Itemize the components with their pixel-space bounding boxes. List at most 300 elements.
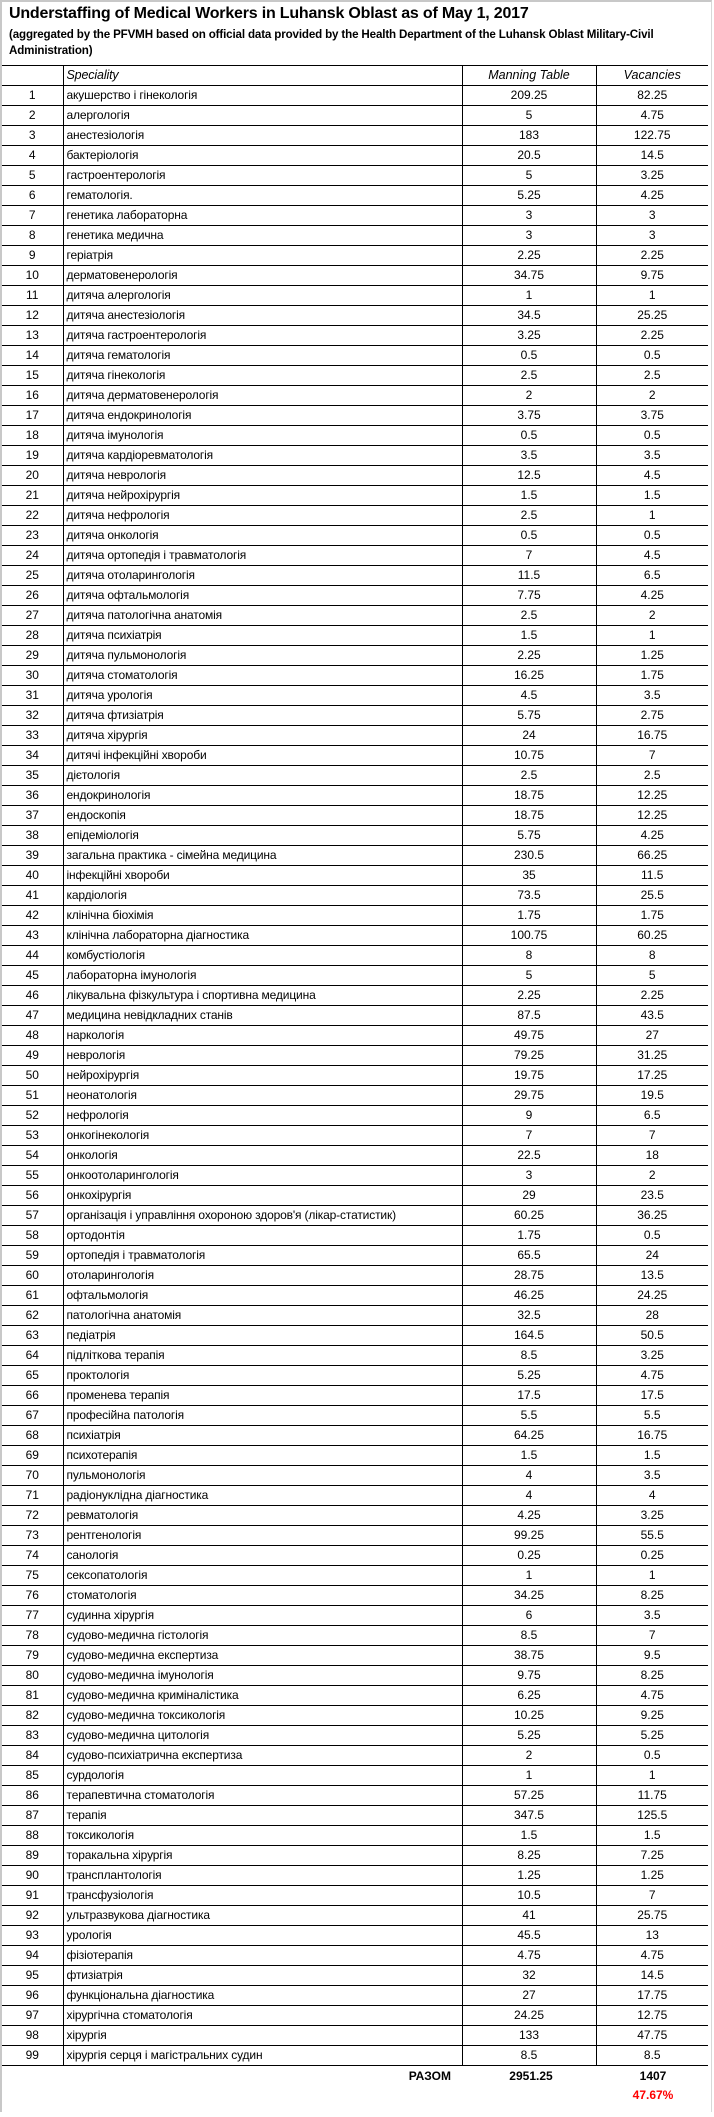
manning-cell: 3	[462, 226, 596, 246]
row-number: 48	[2, 1026, 63, 1046]
row-number: 81	[2, 1686, 63, 1706]
speciality-cell: дитяча анестезіологія	[63, 306, 462, 326]
row-number: 68	[2, 1426, 63, 1446]
table-row	[2, 1826, 708, 1846]
table-row	[2, 286, 708, 306]
table-row	[2, 1786, 708, 1806]
vacancies-cell: 24	[596, 1246, 708, 1266]
row-number: 22	[2, 506, 63, 526]
manning-cell: 7.75	[462, 586, 596, 606]
row-number: 53	[2, 1126, 63, 1146]
table-row	[2, 546, 708, 566]
manning-cell: 1	[462, 1766, 596, 1786]
table-row	[2, 486, 708, 506]
vacancies-cell: 4.25	[596, 186, 708, 206]
vacancies-cell: 125.5	[596, 1806, 708, 1826]
vacancies-cell: 36.25	[596, 1206, 708, 1226]
speciality-cell: отоларингологія	[63, 1266, 462, 1286]
row-number: 50	[2, 1066, 63, 1086]
row-number: 11	[2, 286, 63, 306]
row-number: 76	[2, 1586, 63, 1606]
speciality-cell: дитяча ендокринологія	[63, 406, 462, 426]
speciality-cell: професійна патологія	[63, 1406, 462, 1426]
manning-cell: 34.75	[462, 266, 596, 286]
table-row	[2, 1706, 708, 1726]
vacancies-cell: 23.5	[596, 1186, 708, 1206]
speciality-cell: гастроентерологія	[63, 166, 462, 186]
manning-cell: 3.75	[462, 406, 596, 426]
manning-cell: 9.75	[462, 1666, 596, 1686]
vacancies-cell: 14.5	[596, 146, 708, 166]
row-number: 27	[2, 606, 63, 626]
row-number: 8	[2, 226, 63, 246]
vacancies-cell: 2.25	[596, 986, 708, 1006]
manning-cell: 8.25	[462, 1846, 596, 1866]
table-row	[2, 126, 708, 146]
speciality-cell: кардіологія	[63, 886, 462, 906]
manning-cell: 2.5	[462, 606, 596, 626]
manning-cell: 0.5	[462, 526, 596, 546]
manning-cell: 100.75	[462, 926, 596, 946]
speciality-cell: акушерство і гінекологія	[63, 86, 462, 106]
table-row	[2, 1766, 708, 1786]
vacancies-cell: 43.5	[596, 1006, 708, 1026]
row-number: 99	[2, 2046, 63, 2066]
table-row	[2, 1926, 708, 1946]
manning-cell: 2	[462, 386, 596, 406]
table-row	[2, 1386, 708, 1406]
vacancies-cell: 1	[596, 286, 708, 306]
manning-cell: 10.5	[462, 1886, 596, 1906]
vacancies-cell: 7	[596, 1126, 708, 1146]
speciality-cell: дитяча офтальмологія	[63, 586, 462, 606]
speciality-cell: пульмонологія	[63, 1466, 462, 1486]
totals-manning: 2951.25	[509, 2069, 553, 2083]
table-row	[2, 1086, 708, 1106]
manning-cell: 1.5	[462, 626, 596, 646]
speciality-cell: алергологія	[63, 106, 462, 126]
table-row	[2, 146, 708, 166]
table-row	[2, 566, 708, 586]
speciality-cell: стоматологія	[63, 1586, 462, 1606]
manning-cell: 1.75	[462, 906, 596, 926]
manning-cell: 16.25	[462, 666, 596, 686]
vacancies-cell: 2.75	[596, 706, 708, 726]
table-row	[2, 786, 708, 806]
speciality-cell: лікувальна фізкультура і спортивна медицина	[63, 986, 462, 1006]
speciality-cell: трансплантологія	[63, 1866, 462, 1886]
table-row	[2, 1546, 708, 1566]
row-number: 85	[2, 1766, 63, 1786]
speciality-cell: терапевтична стоматологія	[63, 1786, 462, 1806]
row-number: 57	[2, 1206, 63, 1226]
manning-cell: 1.25	[462, 1866, 596, 1886]
vacancies-cell: 4.75	[596, 1686, 708, 1706]
table-row	[2, 1646, 708, 1666]
speciality-cell: судово-медична токсикологія	[63, 1706, 462, 1726]
speciality-cell: дитяча урологія	[63, 686, 462, 706]
manning-cell: 73.5	[462, 886, 596, 906]
speciality-cell: наркологія	[63, 1026, 462, 1046]
vacancies-cell: 8.25	[596, 1666, 708, 1686]
speciality-cell: генетика лабораторна	[63, 206, 462, 226]
vacancies-cell: 9.75	[596, 266, 708, 286]
row-number: 51	[2, 1086, 63, 1106]
table-row	[2, 1186, 708, 1206]
vacancies-cell: 1	[596, 506, 708, 526]
vacancies-cell: 2.5	[596, 766, 708, 786]
table-row	[2, 306, 708, 326]
speciality-cell: ультразвукова діагностика	[63, 1906, 462, 1926]
row-number: 44	[2, 946, 63, 966]
row-number: 83	[2, 1726, 63, 1746]
table-row	[2, 106, 708, 126]
row-number: 67	[2, 1406, 63, 1426]
vacancies-cell: 5	[596, 966, 708, 986]
row-number: 25	[2, 566, 63, 586]
vacancies-cell: 25.25	[596, 306, 708, 326]
vacancies-cell: 18	[596, 1146, 708, 1166]
manning-cell: 32	[462, 1966, 596, 1986]
vacancies-cell: 7	[596, 1626, 708, 1646]
row-number: 3	[2, 126, 63, 146]
vacancies-cell: 1.75	[596, 666, 708, 686]
vacancies-cell: 82.25	[596, 86, 708, 106]
row-number: 66	[2, 1386, 63, 1406]
row-number: 77	[2, 1606, 63, 1626]
speciality-cell: сексопатологія	[63, 1566, 462, 1586]
table-row	[2, 166, 708, 186]
table-row	[2, 366, 708, 386]
manning-cell: 60.25	[462, 1206, 596, 1226]
row-number: 21	[2, 486, 63, 506]
vacancies-cell: 4.5	[596, 546, 708, 566]
speciality-cell: дитяча онкологія	[63, 526, 462, 546]
speciality-cell: нейрохірургія	[63, 1066, 462, 1086]
manning-cell: 18.75	[462, 806, 596, 826]
vacancies-cell: 4.75	[596, 1946, 708, 1966]
table-row	[2, 386, 708, 406]
manning-cell: 5	[462, 106, 596, 126]
manning-cell: 7	[462, 1126, 596, 1146]
speciality-cell: гематологія.	[63, 186, 462, 206]
vacancies-cell: 16.75	[596, 1426, 708, 1446]
row-number: 41	[2, 886, 63, 906]
row-number: 73	[2, 1526, 63, 1546]
speciality-cell: радіонуклідна діагностика	[63, 1486, 462, 1506]
manning-cell: 2.25	[462, 646, 596, 666]
speciality-cell: променева терапія	[63, 1386, 462, 1406]
vacancies-cell: 3.25	[596, 166, 708, 186]
manning-cell: 1	[462, 286, 596, 306]
table-row	[2, 1126, 708, 1146]
table-row	[2, 1466, 708, 1486]
row-number: 98	[2, 2026, 63, 2046]
speciality-cell: судово-медична гістологія	[63, 1626, 462, 1646]
speciality-cell: геріатрія	[63, 246, 462, 266]
speciality-cell: психотерапія	[63, 1446, 462, 1466]
table-row	[2, 1486, 708, 1506]
manning-cell: 18.75	[462, 786, 596, 806]
table-row	[2, 86, 708, 106]
vacancies-cell: 19.5	[596, 1086, 708, 1106]
vacancies-cell: 1.75	[596, 906, 708, 926]
manning-cell: 2	[462, 1746, 596, 1766]
row-number: 6	[2, 186, 63, 206]
table-row	[2, 1866, 708, 1886]
speciality-cell: неонатологія	[63, 1086, 462, 1106]
manning-cell: 34.25	[462, 1586, 596, 1606]
manning-cell: 4.25	[462, 1506, 596, 1526]
speciality-cell: онкохірургія	[63, 1186, 462, 1206]
row-number: 80	[2, 1666, 63, 1686]
speciality-cell: ортопедія і травматологія	[63, 1246, 462, 1266]
speciality-cell: дитяча гематологія	[63, 346, 462, 366]
vacancies-cell: 13.5	[596, 1266, 708, 1286]
manning-cell: 183	[462, 126, 596, 146]
vacancies-cell: 122.75	[596, 126, 708, 146]
row-number: 45	[2, 966, 63, 986]
row-number: 93	[2, 1926, 63, 1946]
page-title: Understaffing of Medical Workers in Luhansk Oblast as of May 1, 2017	[9, 5, 529, 22]
row-number: 89	[2, 1846, 63, 1866]
header-number	[2, 66, 63, 86]
manning-cell: 3	[462, 206, 596, 226]
speciality-cell: дієтологія	[63, 766, 462, 786]
table-row	[2, 446, 708, 466]
row-number: 36	[2, 786, 63, 806]
table-row	[2, 726, 708, 746]
row-number: 12	[2, 306, 63, 326]
speciality-cell: судово-медична цитологія	[63, 1726, 462, 1746]
row-number: 84	[2, 1746, 63, 1766]
table-row	[2, 926, 708, 946]
speciality-cell: дитяча алергологія	[63, 286, 462, 306]
vacancies-cell: 4.25	[596, 586, 708, 606]
manning-cell: 65.5	[462, 1246, 596, 1266]
vacancies-cell: 4	[596, 1486, 708, 1506]
table-row	[2, 686, 708, 706]
table-row	[2, 1686, 708, 1706]
row-number: 46	[2, 986, 63, 1006]
table-row	[2, 1346, 708, 1366]
speciality-cell: патологічна анатомія	[63, 1306, 462, 1326]
manning-cell: 0.5	[462, 346, 596, 366]
manning-cell: 20.5	[462, 146, 596, 166]
table-row	[2, 986, 708, 1006]
vacancies-cell: 3	[596, 226, 708, 246]
manning-cell: 4.5	[462, 686, 596, 706]
row-number: 86	[2, 1786, 63, 1806]
table-row	[2, 586, 708, 606]
manning-cell: 12.5	[462, 466, 596, 486]
manning-cell: 1.5	[462, 1826, 596, 1846]
manning-cell: 164.5	[462, 1326, 596, 1346]
speciality-cell: ортодонтія	[63, 1226, 462, 1246]
speciality-cell: клінічна лабораторна діагностика	[63, 926, 462, 946]
manning-cell: 1.5	[462, 1446, 596, 1466]
manning-cell: 230.5	[462, 846, 596, 866]
speciality-cell: загальна практика - сімейна медицина	[63, 846, 462, 866]
table-row	[2, 866, 708, 886]
speciality-cell: дитяча дерматовенерологія	[63, 386, 462, 406]
vacancies-cell: 0.25	[596, 1546, 708, 1566]
row-number: 47	[2, 1006, 63, 1026]
table-row	[2, 1586, 708, 1606]
manning-cell: 49.75	[462, 1026, 596, 1046]
table-row	[2, 1006, 708, 1026]
table-row	[2, 1206, 708, 1226]
speciality-cell: дитяча імунологія	[63, 426, 462, 446]
speciality-cell: дитяча нефрологія	[63, 506, 462, 526]
speciality-cell: ендоскопія	[63, 806, 462, 826]
speciality-cell: функціональна діагностика	[63, 1986, 462, 2006]
row-number: 35	[2, 766, 63, 786]
speciality-cell: дитяча гастроентерологія	[63, 326, 462, 346]
manning-cell: 11.5	[462, 566, 596, 586]
manning-cell: 29.75	[462, 1086, 596, 1106]
manning-cell: 9	[462, 1106, 596, 1126]
row-number: 7	[2, 206, 63, 226]
row-number: 26	[2, 586, 63, 606]
totals-label: РАЗОМ	[408, 2069, 451, 2083]
manning-cell: 209.25	[462, 86, 596, 106]
row-number: 32	[2, 706, 63, 726]
table-row	[2, 186, 708, 206]
table-header-row	[2, 66, 708, 86]
speciality-cell: комбустіологія	[63, 946, 462, 966]
vacancies-cell: 5.5	[596, 1406, 708, 1426]
speciality-cell: трансфузіологія	[63, 1886, 462, 1906]
vacancy-rate: 47.67%	[632, 2088, 674, 2102]
table-row	[2, 1806, 708, 1826]
row-number: 19	[2, 446, 63, 466]
speciality-cell: онкологія	[63, 1146, 462, 1166]
vacancies-cell: 3.25	[596, 1346, 708, 1366]
row-number: 90	[2, 1866, 63, 1886]
speciality-cell: дитяча нейрохірургія	[63, 486, 462, 506]
table-row	[2, 246, 708, 266]
row-number: 79	[2, 1646, 63, 1666]
speciality-cell: проктологія	[63, 1366, 462, 1386]
vacancies-cell: 25.75	[596, 1906, 708, 1926]
vacancies-cell: 0.5	[596, 1226, 708, 1246]
vacancies-cell: 2.25	[596, 326, 708, 346]
vacancies-cell: 1.25	[596, 646, 708, 666]
vacancies-cell: 25.5	[596, 886, 708, 906]
table-row	[2, 1946, 708, 1966]
manning-cell: 4	[462, 1466, 596, 1486]
table-row	[2, 1726, 708, 1746]
table-row	[2, 1846, 708, 1866]
header-speciality: Speciality	[63, 66, 462, 86]
manning-cell: 34.5	[462, 306, 596, 326]
vacancies-cell: 4.25	[596, 826, 708, 846]
speciality-cell: торакальна хірургія	[63, 1846, 462, 1866]
vacancies-cell: 17.5	[596, 1386, 708, 1406]
manning-cell: 45.5	[462, 1926, 596, 1946]
table-row	[2, 886, 708, 906]
speciality-cell: ревматологія	[63, 1506, 462, 1526]
totals-vacancies: 1407	[639, 2069, 667, 2083]
row-number: 87	[2, 1806, 63, 1826]
speciality-cell: психіатрія	[63, 1426, 462, 1446]
manning-cell: 347.5	[462, 1806, 596, 1826]
vacancies-cell: 2	[596, 606, 708, 626]
manning-cell: 4.75	[462, 1946, 596, 1966]
vacancies-cell: 12.25	[596, 786, 708, 806]
manning-cell: 24	[462, 726, 596, 746]
manning-cell: 99.25	[462, 1526, 596, 1546]
row-number: 60	[2, 1266, 63, 1286]
table-row	[2, 1666, 708, 1686]
row-number: 72	[2, 1506, 63, 1526]
speciality-cell: терапія	[63, 1806, 462, 1826]
row-number: 10	[2, 266, 63, 286]
table-row	[2, 1746, 708, 1766]
table-row	[2, 906, 708, 926]
manning-cell: 5.5	[462, 1406, 596, 1426]
table-row	[2, 966, 708, 986]
staffing-table	[2, 65, 708, 2066]
row-number: 18	[2, 426, 63, 446]
table-row	[2, 326, 708, 346]
row-number: 31	[2, 686, 63, 706]
table-row	[2, 1526, 708, 1546]
manning-cell: 5.75	[462, 706, 596, 726]
speciality-cell: санологія	[63, 1546, 462, 1566]
manning-cell: 8.5	[462, 1626, 596, 1646]
row-number: 61	[2, 1286, 63, 1306]
table-row	[2, 626, 708, 646]
row-number: 42	[2, 906, 63, 926]
manning-cell: 2.5	[462, 766, 596, 786]
table-row	[2, 1406, 708, 1426]
row-number: 58	[2, 1226, 63, 1246]
speciality-cell: судово-психіатрична експертиза	[63, 1746, 462, 1766]
speciality-cell: анестезіологія	[63, 126, 462, 146]
manning-cell: 5.25	[462, 1366, 596, 1386]
manning-cell: 2.5	[462, 366, 596, 386]
table-row	[2, 1306, 708, 1326]
row-number: 64	[2, 1346, 63, 1366]
vacancies-cell: 2.25	[596, 246, 708, 266]
speciality-cell: хірургія	[63, 2026, 462, 2046]
manning-cell: 19.75	[462, 1066, 596, 1086]
manning-cell: 3.25	[462, 326, 596, 346]
speciality-cell: хірургічна стоматологія	[63, 2006, 462, 2026]
table-row	[2, 1226, 708, 1246]
row-number: 63	[2, 1326, 63, 1346]
table-row	[2, 606, 708, 626]
manning-cell: 64.25	[462, 1426, 596, 1446]
manning-cell: 29	[462, 1186, 596, 1206]
row-number: 30	[2, 666, 63, 686]
vacancies-cell: 0.5	[596, 426, 708, 446]
table-row	[2, 1886, 708, 1906]
table-row	[2, 1066, 708, 1086]
page-subtitle: (aggregated by the PFVMH based on official data provided by the Health Department of the Luhansk Oblast Military-Civil Administration)	[9, 28, 654, 57]
row-number: 82	[2, 1706, 63, 1726]
manning-cell: 5	[462, 966, 596, 986]
table-row	[2, 666, 708, 686]
vacancies-cell: 3.5	[596, 1466, 708, 1486]
vacancies-cell: 11.5	[596, 866, 708, 886]
row-number: 52	[2, 1106, 63, 1126]
vacancies-cell: 14.5	[596, 1966, 708, 1986]
speciality-cell: судово-медична імунологія	[63, 1666, 462, 1686]
manning-cell: 27	[462, 1986, 596, 2006]
